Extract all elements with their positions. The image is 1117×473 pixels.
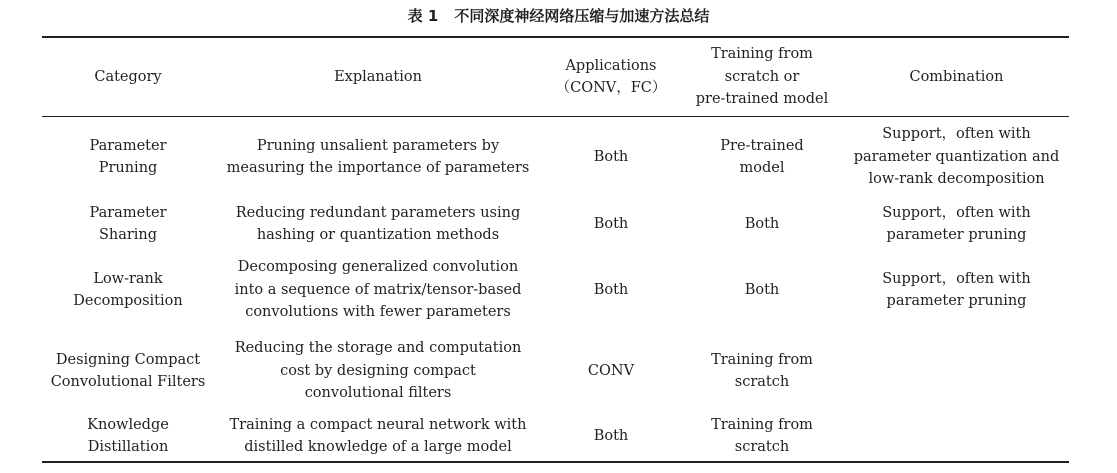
cell-text: Low-rank: [93, 270, 163, 287]
cell-text: parameter pruning: [886, 293, 1027, 309]
header-explanation: Explanation: [334, 68, 422, 85]
cell-lines: [230, 414, 527, 459]
cell-text: Parameter: [89, 137, 167, 154]
header-training: [680, 38, 844, 116]
cell-text: Reducing redundant parameters using: [235, 204, 521, 221]
cell-text: scratch: [734, 439, 790, 455]
cell-lines: [87, 414, 169, 459]
table-row-applications: [542, 410, 680, 462]
cell-lines: [854, 123, 1060, 191]
table-row-training: [680, 196, 844, 252]
table-row-training: [680, 334, 844, 408]
cell-text: Training from: [711, 416, 813, 433]
table-row-category: [42, 120, 214, 194]
cell-lines: Training from scratch or pre-trained model: [695, 46, 829, 108]
cell-text: Both: [593, 148, 629, 165]
cell-text: hashing or quantization methods: [256, 227, 500, 243]
cell-text: distilled knowledge of a large model: [244, 439, 512, 455]
cell-text: model: [739, 160, 785, 176]
cell-text: Support，often with: [882, 126, 1031, 143]
cell-lines: [227, 135, 530, 180]
table-row-combination: [844, 334, 1069, 408]
cell-text: Both: [744, 281, 780, 298]
cell-text: CONV: [587, 362, 635, 379]
cell-text: Pruning: [98, 160, 158, 176]
table-row-category: [42, 196, 214, 252]
cell-text: convolutions with fewer parameters: [245, 304, 511, 321]
table-row-combination: [844, 120, 1069, 194]
cell-text: Training a compact neural network with: [229, 416, 527, 433]
cell-text: Reducing the storage and computation: [234, 340, 522, 357]
cell-text: Training from: [711, 351, 813, 368]
cell-text: parameter quantization and: [853, 148, 1060, 165]
cell-text: Decomposition: [73, 293, 183, 309]
cell-lines: [882, 268, 1031, 313]
table-row-applications: [542, 196, 680, 252]
table-row-combination: [844, 254, 1069, 326]
cell-text: Parameter: [89, 204, 167, 221]
table-row-category: [42, 254, 214, 326]
cell-lines: [711, 414, 813, 459]
table-row-explanation: [214, 254, 542, 326]
cell-lines: [711, 349, 813, 394]
cell-lines: [235, 337, 522, 405]
table-row-applications: [542, 254, 680, 326]
table-row-category: [42, 334, 214, 408]
table-row-category: [42, 410, 214, 462]
cell-text: Pre-trained: [720, 137, 804, 154]
cell-text: Sharing: [98, 227, 158, 243]
cell-text: Both: [744, 215, 780, 232]
cell-text: parameter pruning: [886, 227, 1027, 243]
cell-text: Support，often with: [882, 204, 1031, 221]
cell-lines: [720, 135, 803, 180]
cell-lines: [882, 202, 1031, 247]
cell-text: Both: [593, 281, 629, 298]
table-row-explanation: [214, 120, 542, 194]
table-row-training: [680, 410, 844, 462]
table-row-explanation: [214, 410, 542, 462]
header-applications: [542, 38, 680, 116]
table-row-combination: [844, 410, 1069, 462]
cell-lines: Applications （CONV，FC）: [555, 57, 667, 96]
cell-text: Both: [593, 215, 629, 232]
table-title: 不同深度神经网络压缩与加速方法总结: [454, 7, 710, 25]
cell-text: Knowledge: [87, 416, 169, 433]
cell-text: Convolutional Filters: [50, 374, 206, 390]
cell-lines: [90, 202, 167, 247]
cell-text: Distillation: [87, 439, 169, 455]
cell-text: low-rank decomposition: [868, 171, 1045, 188]
table-row-explanation: [214, 334, 542, 408]
table-caption: [0, 5, 1117, 27]
cell-text: measuring the importance of parameters: [226, 160, 530, 176]
cell-lines: [51, 349, 206, 394]
cell-lines: [73, 268, 182, 313]
header-category: Category: [94, 68, 162, 85]
cell-text: into a sequence of matrix/tensor-based: [234, 281, 522, 298]
table-row-explanation: [214, 196, 542, 252]
cell-text: Support，often with: [882, 270, 1031, 287]
header-combination: Combination: [909, 68, 1004, 85]
table-row-applications: [542, 120, 680, 194]
cell-text: cost by designing compact: [280, 362, 476, 379]
header-rule: [42, 116, 1069, 117]
cell-lines: [90, 135, 167, 180]
table-row-training: [680, 254, 844, 326]
table-row-applications: [542, 334, 680, 408]
cell-lines: [236, 202, 521, 247]
cell-lines: [235, 256, 522, 324]
cell-text: Both: [593, 427, 629, 444]
cell-text: Decomposing generalized convolution: [237, 259, 519, 276]
table-row-combination: [844, 196, 1069, 252]
cell-text: Designing Compact: [55, 351, 201, 368]
table-label: 表 1: [407, 7, 439, 25]
table-row-training: [680, 120, 844, 194]
cell-text: Pruning unsalient parameters by: [256, 137, 500, 154]
cell-text: convolutional filters: [304, 385, 452, 402]
cell-text: scratch: [734, 374, 790, 390]
